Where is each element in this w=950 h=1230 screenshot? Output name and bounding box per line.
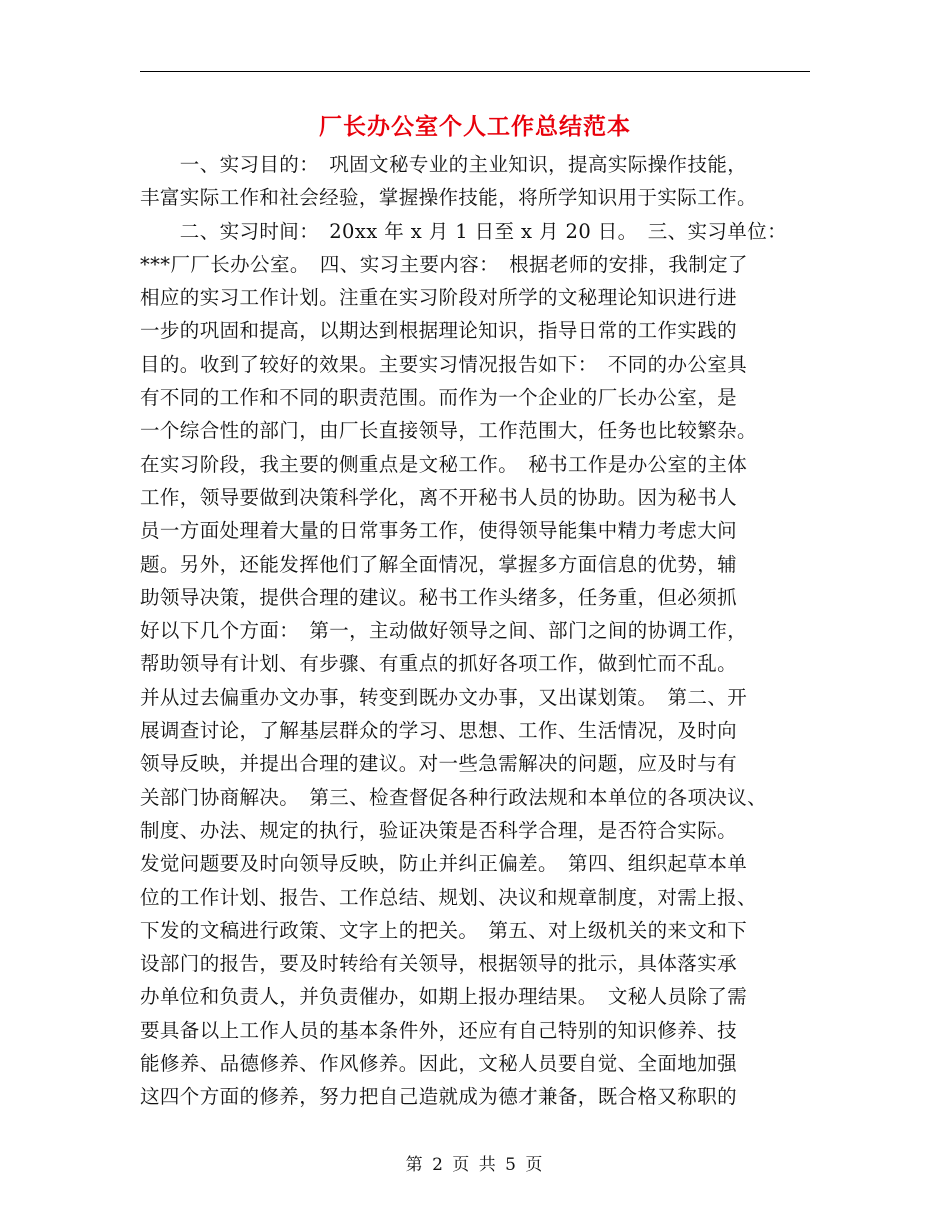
body-line: 有不同的工作和不同的职责范围。而作为一个企业的厂长办公室，是 xyxy=(140,386,738,410)
body-line: 制度、办法、规定的执行，验证决策是否科学合理，是否符合实际。 xyxy=(140,818,738,842)
body-line: 工作，领导要做到决策科学化，离不开秘书人员的协助。因为秘书人 xyxy=(140,485,738,509)
body-line: 丰富实际工作和社会经验，掌握操作技能，将所学知识用于实际工作。 xyxy=(140,186,757,210)
body-line: 下发的文稿进行政策、文字上的把关。 第五、对上级机关的来文和下 xyxy=(140,918,748,942)
body-line: 要具备以上工作人员的基本条件外，还应有自己特别的知识修养、技 xyxy=(140,1018,738,1042)
body-line: 在实习阶段，我主要的侧重点是文秘工作。 秘书工作是办公室的主体 xyxy=(140,452,748,476)
body-line: 并从过去偏重办文办事，转变到既办文办事，又出谋划策。 第二、开 xyxy=(140,685,748,709)
body-line: 位的工作计划、报告、工作总结、规划、决议和规章制度，对需上报、 xyxy=(140,885,757,909)
body-line: 题。另外，还能发挥他们了解全面情况，掌握多方面信息的优势，辅 xyxy=(140,552,738,576)
body-line: 一个综合性的部门，由厂长直接领导，工作范围大，任务也比较繁杂。 xyxy=(140,419,757,443)
body-line: 一、实习目的： 巩固文秘专业的主业知识，提高实际操作技能， xyxy=(140,153,748,176)
body-line: 目的。收到了较好的效果。主要实习情况报告如下： 不同的办公室具 xyxy=(140,352,748,376)
body-line: 好以下几个方面： 第一，主动做好领导之间、部门之间的协调工作， xyxy=(140,619,748,643)
body-line: 一步的巩固和提高，以期达到根据理论知识，指导日常的工作实践的 xyxy=(140,319,738,343)
body-line: 相应的实习工作计划。注重在实习阶段对所学的文秘理论知识进行进 xyxy=(140,286,738,310)
header-rule xyxy=(140,71,810,72)
body-line: 员一方面处理着大量的日常事务工作，使得领导能集中精力考虑大问 xyxy=(140,519,738,543)
body-line: 这四个方面的修养，努力把自己造就成为德才兼备，既合格又称职的 xyxy=(140,1085,738,1109)
body-line: 帮助领导有计划、有步骤、有重点的抓好各项工作，做到忙而不乱。 xyxy=(140,652,738,676)
body-line: 设部门的报告，要及时转给有关领导，根据领导的批示，具体落实承 xyxy=(140,952,738,976)
body-line: 能修养、品德修养、作风修养。因此，文秘人员要自觉、全面地加强 xyxy=(140,1052,738,1076)
body-line: 展调查讨论，了解基层群众的学习、思想、工作、生活情况，及时向 xyxy=(140,719,738,743)
body-line: 办单位和负责人，并负责催办，如期上报办理结果。 文秘人员除了需 xyxy=(140,985,748,1009)
body-line: 发觉问题要及时向领导反映，防止并纠正偏差。 第四、组织起草本单 xyxy=(140,852,748,876)
page-number: 第 2 页 共 5 页 xyxy=(405,1155,545,1175)
body-line: 二、实习时间： 20xx 年 x 月 1 日至 x 月 20 日。 三、实习单位： xyxy=(140,219,788,243)
document-title: 厂长办公室个人工作总结范本 xyxy=(319,113,631,140)
body-line: 关部门协商解决。 第三、检查督促各种行政法规和本单位的各项决议、 xyxy=(140,785,768,809)
body-line: 领导反映，并提出合理的建议。对一些急需解决的问题，应及时与有 xyxy=(140,752,738,776)
document-body xyxy=(140,148,820,1114)
body-line: ***厂厂长办公室。 四、实习主要内容： 根据老师的安排，我制定了 xyxy=(140,252,748,276)
body-line: 助领导决策，提供合理的建议。秘书工作头绪多，任务重，但必须抓 xyxy=(140,585,738,609)
